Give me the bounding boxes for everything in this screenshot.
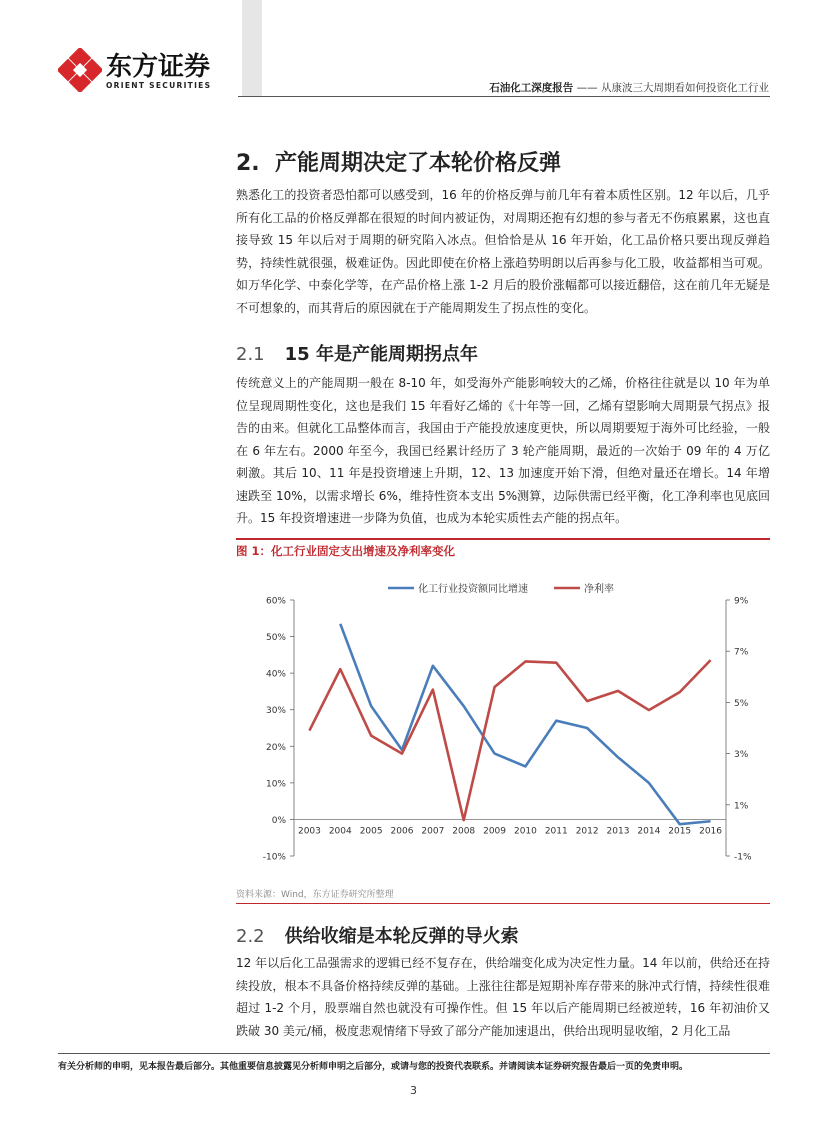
header-gray-bar: [242, 0, 262, 96]
x-axis-tick-label: 2012: [575, 826, 599, 837]
left-axis-tick-label: 40%: [265, 669, 286, 680]
x-axis-tick-label: 2016: [699, 826, 723, 837]
section-2-number: 2.: [236, 151, 260, 176]
header-separator: ——: [573, 82, 601, 94]
x-axis-tick-label: 2007: [421, 826, 445, 837]
x-axis-tick-label: 2008: [452, 826, 476, 837]
header-rule: [238, 96, 770, 97]
page-number: 3: [410, 1084, 417, 1097]
x-axis-tick-label: 2013: [606, 826, 630, 837]
report-header: [489, 80, 769, 95]
report-subtitle: 从康波三大周期看如何投资化工行业: [601, 82, 769, 94]
report-type: 石油化工深度报告: [489, 82, 574, 94]
legend-label-1: 化工行业投资额同比增速: [418, 584, 528, 595]
brand-name-cn: 东方证券: [106, 52, 211, 82]
x-axis-tick-label: 2011: [544, 826, 568, 837]
left-axis-tick-label: 20%: [265, 742, 286, 753]
figure-top-rule: [236, 538, 770, 540]
section-2-2-number: 2.2: [236, 926, 265, 947]
x-axis-tick-label: 2005: [359, 826, 383, 837]
brand-logo-icon: [58, 48, 102, 92]
left-axis-tick-label: 0%: [271, 815, 286, 826]
figure-bottom-rule: [236, 903, 770, 904]
right-axis-tick-label: 9%: [734, 596, 749, 607]
right-axis-tick-label: -1%: [734, 852, 752, 863]
section-2-heading: [236, 146, 561, 177]
section-2-1-heading: [236, 340, 478, 366]
x-axis-tick-label: 2006: [390, 826, 414, 837]
left-axis-tick-label: -10%: [262, 852, 286, 863]
section-2-2-heading: [236, 922, 519, 948]
left-axis-tick-label: 50%: [265, 633, 286, 644]
series-line-1: [340, 624, 710, 824]
figure-1-source: 资料来源：Wind，东方证券研究所整理: [236, 890, 394, 900]
investment-netmargin-line-chart: [236, 568, 770, 878]
company-logo: [58, 48, 228, 96]
right-axis-tick-label: 1%: [734, 801, 749, 812]
x-axis-tick-label: 2010: [513, 826, 537, 837]
x-axis-tick-label: 2003: [297, 826, 321, 837]
series-line-2: [309, 660, 710, 820]
x-axis-tick-label: 2015: [668, 826, 692, 837]
x-axis-tick-label: 2014: [637, 826, 661, 837]
figure-1-title: 图 1：化工行业固定支出增速及净利率变化: [236, 544, 456, 558]
footer-rule: [58, 1053, 770, 1054]
section-2-title: 产能周期决定了本轮价格反弹: [275, 151, 562, 176]
left-axis-tick-label: 60%: [265, 596, 286, 607]
right-axis-tick-label: 5%: [734, 698, 749, 709]
right-axis-tick-label: 7%: [734, 647, 749, 658]
brand-name-en: ORIENT SECURITIES: [106, 81, 212, 90]
section-2-2-paragraph: 12 年以后化工品强需求的逻辑已经不复存在，供给端变化成为决定性力量。14 年以前，供给还在持续投放，根本不具备价格持续反弹的基础。上涨往往都是短期补库存带来的脉冲式行情，持续性很难超过 1-2 个月，股票端自然也就没有可操作性。但 15 年以后产能周期已经被逆转，16 年初油价又跌破 30 美元/桶，极度悲观情绪下导致了部分产能加速退出，供给出现明显收缩，2 月化工品: [236, 956, 770, 1038]
x-axis-tick-label: 2009: [483, 826, 507, 837]
left-axis-tick-label: 30%: [265, 706, 286, 717]
right-axis-tick-label: 3%: [734, 750, 749, 761]
section-2-2-title: 供给收缩是本轮反弹的导火索: [284, 926, 519, 947]
section-2-paragraph: 熟悉化工的投资者恐怕都可以感受到，16 年的价格反弹与前几年有着本质性区别。12 年以后，几乎所有化工品的价格反弹都在很短的时间内被证伪，对周期还抱有幻想的参与者无不伤痕累累，这也直接导致 15 年以后对于周期的研究陷入冰点。但恰恰是从 16 年开始，化工品价格只要出现反弹趋势，持续性就很强，极难证伪。因此即使在价格上涨趋势明朗以后再参与化工股，收益都相当可观。如万华化学、中泰化学等，在产品价格上涨 1-2 月后的股价涨幅都可以接近翻倍，这在前几年无疑是不可想象的，而其背后的原因就在于产能周期发生了拐点性的变化。: [236, 188, 770, 315]
left-axis-tick-label: 10%: [265, 779, 286, 790]
section-2-1-number: 2.1: [236, 344, 265, 365]
legend-label-2: 净利率: [584, 584, 614, 595]
section-2-1-title: 15 年是产能周期拐点年: [284, 344, 478, 365]
footer-disclaimer: 有关分析师的申明，见本报告最后部分。其他重要信息披露见分析师申明之后部分，或请与您的投资代表联系。并请阅读本证券研究报告最后一页的免责申明。: [58, 1062, 689, 1072]
x-axis-tick-label: 2004: [328, 826, 352, 837]
section-2-1-paragraph: 传统意义上的产能周期一般在 8-10 年，如受海外产能影响较大的乙烯，价格往往就是以 10 年为单位呈现周期性变化，这也是我们 15 年看好乙烯的《十年等一回，乙烯有望影响大周期景气拐点》报告的由来。但就化工品整体而言，我国由于产能投放速度更快，所以周期要短于海外可比经验，一般在 6 年左右。2000 年至今，我国已经累计经历了 3 轮产能周期，最近的一次始于 09 年的 4 万亿刺激。其后 10、11 年是投资增速上升期，12、13 加速度开始下滑，但绝对量还在增长。14 年增速跌至 10%，以需求增长 6%，维持性资本支出 5%测算，边际供需已经平衡，化工净利率也见底回升。15 年投资增速进一步降为负值，也成为本轮实质性去产能的拐点年。: [236, 376, 770, 525]
